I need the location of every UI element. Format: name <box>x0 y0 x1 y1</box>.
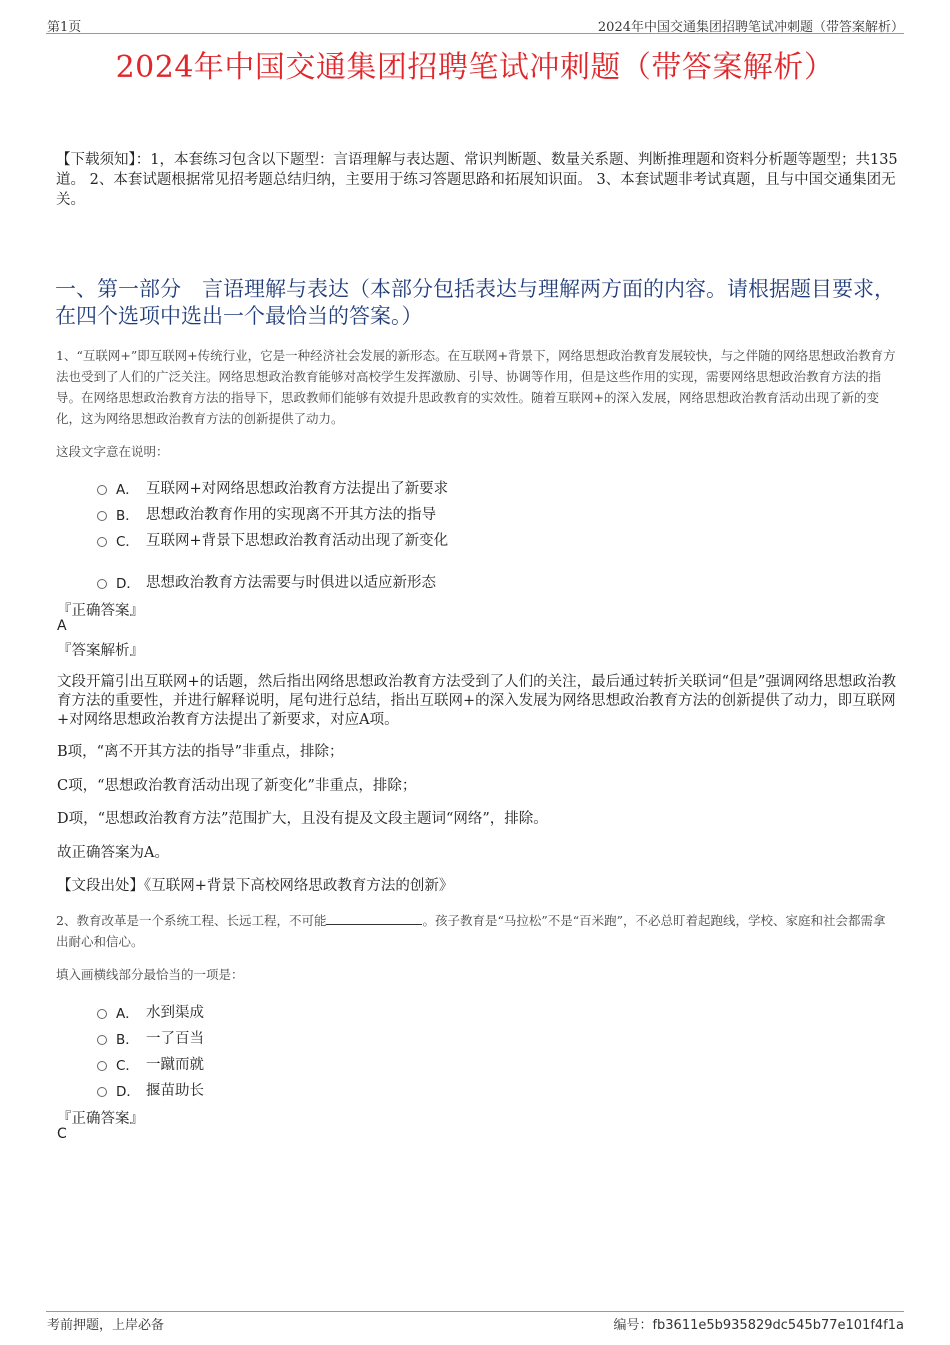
question-2-text-after: 。孩子教育是“马拉松”不是“百米跑”，不必总盯着起跑线，学校、家庭和社会都需拿出耐心和信心。 <box>56 913 886 949</box>
question-1-option-d[interactable] <box>97 571 436 592</box>
question-1-analysis-c: C项，“思想政治教育活动出现了新变化”非重点，排除； <box>57 778 417 794</box>
option-text: 思想政治教育作用的实现离不开其方法的指导 <box>146 507 436 523</box>
option-letter: C． <box>116 533 139 550</box>
radio-icon[interactable] <box>97 1009 107 1019</box>
question-2-prompt: 填入画横线部分最恰当的一项是： <box>56 967 244 982</box>
header-doc-title: 2024年中国交通集团招聘笔试冲刺题（带答案解析） <box>597 20 904 35</box>
radio-icon[interactable] <box>97 485 107 495</box>
question-1-option-b[interactable] <box>97 503 436 524</box>
question-1-prompt: 这段文字意在说明： <box>56 444 169 459</box>
correct-answer-label: 『正确答案』 <box>57 1111 144 1127</box>
question-1-analysis-b: B项，“离不开其方法的指导”非重点，排除； <box>57 744 344 760</box>
question-1-answer: A <box>57 618 67 634</box>
radio-icon[interactable] <box>97 1061 107 1071</box>
footer-code-value: fb3611e5b935829dc545b77e101f4f1a <box>652 1318 904 1333</box>
option-letter: D． <box>116 575 140 592</box>
radio-icon[interactable] <box>97 537 107 547</box>
question-1-analysis-main: 文段开篇引出互联网+的话题，然后指出网络思想政治教育方法受到了人们的关注，最后通过转折关联词“但是”强调网络思想政治教育方法的重要性，并进行解释说明，尾句进行总结，指出互联网+的深入发展为网络思想政治教育方法的创新提供了动力，即互联网+对网络思想政治教育方法提出了新要求，对应A项。 <box>57 674 896 728</box>
question-2-option-c[interactable] <box>97 1053 204 1074</box>
option-letter: B． <box>116 507 139 524</box>
option-letter: A． <box>116 481 139 498</box>
fill-blank <box>326 912 422 925</box>
option-text: 水到渠成 <box>146 1005 204 1021</box>
question-1-option-a[interactable] <box>97 477 448 498</box>
option-letter: D． <box>116 1083 140 1100</box>
option-text: 一蹴而就 <box>146 1057 204 1073</box>
question-2-option-a[interactable] <box>97 1001 204 1022</box>
footer-code <box>613 1314 904 1333</box>
option-letter: B． <box>116 1031 139 1048</box>
option-text: 揠苗助长 <box>146 1083 204 1099</box>
question-1-analysis-d: D项，“思想政治教育方法”范围扩大，且没有提及文段主题词“网络”，排除。 <box>57 811 548 827</box>
radio-icon[interactable] <box>97 579 107 589</box>
correct-answer-label: 『正确答案』 <box>57 603 144 619</box>
download-notice: 【下载须知】：1，本套练习包含以下题型：言语理解与表达题、常识判断题、数量关系题、判断推理题和资料分析题等题型；共135道。 2、本套试题根据常见招考题总结归纳，主要用于练习答题思路和拓展知识面。 3、本套试题非考试真题，且与中国交通集团无关。 <box>56 152 898 208</box>
question-2-option-b[interactable] <box>97 1027 204 1048</box>
radio-icon[interactable] <box>97 1035 107 1045</box>
question-2-answer: C <box>57 1126 67 1142</box>
page-title: 2024年中国交通集团招聘笔试冲刺题（带答案解析） <box>115 50 835 85</box>
footer-slogan: 考前押题，上岸必备 <box>47 1318 165 1333</box>
option-letter: A． <box>116 1005 139 1022</box>
footer-divider <box>46 1311 904 1312</box>
header-page-number: 第1页 <box>47 20 82 35</box>
question-1-conclusion: 故正确答案为A。 <box>57 845 169 861</box>
question-1-source: 【文段出处】《互联网+背景下高校网络思政教育方法的创新》 <box>57 878 454 894</box>
radio-icon[interactable] <box>97 1087 107 1097</box>
option-text: 互联网+对网络思想政治教育方法提出了新要求 <box>146 481 449 497</box>
question-2-text-before: 2、教育改革是一个系统工程、长远工程，不可能 <box>56 913 327 928</box>
question-1-option-c[interactable] <box>97 529 448 550</box>
section-heading: 一、第一部分 言语理解与表达（本部分包括表达与理解两方面的内容。请根据题目要求，在四个选项中选出一个最恰当的答案。） <box>55 277 895 328</box>
question-2-option-d[interactable] <box>97 1079 204 1100</box>
option-text: 一了百当 <box>146 1031 204 1047</box>
footer-code-label: 编号： <box>613 1318 653 1333</box>
option-text: 思想政治教育方法需要与时俱进以适应新形态 <box>146 575 436 591</box>
question-2-text <box>56 910 898 952</box>
analysis-label: 『答案解析』 <box>57 643 144 659</box>
option-letter: C． <box>116 1057 139 1074</box>
radio-icon[interactable] <box>97 511 107 521</box>
question-1-text: 1、“互联网+”即互联网+传统行业，它是一种经济社会发展的新形态。在互联网+背景下，网络思想政治教育发展较快，与之伴随的网络思想政治教育方法也受到了人们的广泛关注。网络思想政治教育能够对高校学生发挥激励、引导、协调等作用，但是这些作用的实现，需要网络思想政治教育方法的指导。在网络思想政治教育方法的指导下，思政教师们能够有效提升思政教育的实效性。随着互联网+的深入发展，网络思想政治教育活动出现了新的变化，这为网络思想政治教育方法的创新提供了动力。 <box>56 348 896 426</box>
header-divider <box>46 33 904 34</box>
option-text: 互联网+背景下思想政治教育活动出现了新变化 <box>146 533 449 549</box>
